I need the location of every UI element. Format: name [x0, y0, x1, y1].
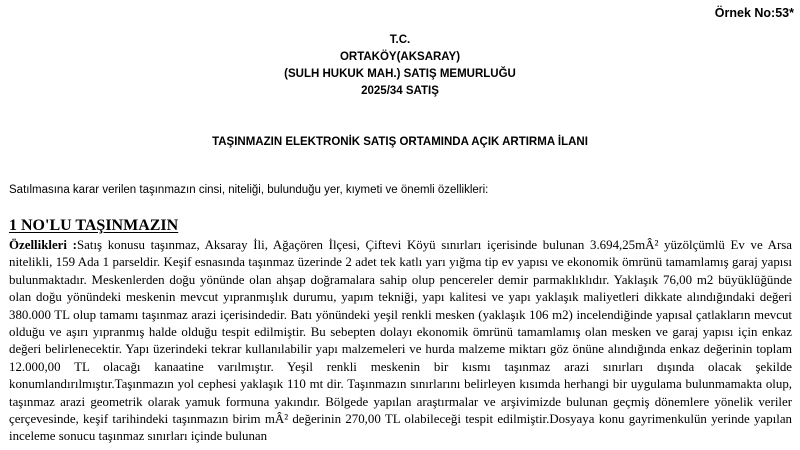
- property-heading: 1 NO'LU TAŞINMAZIN: [9, 217, 179, 234]
- header-line-tc: T.C.: [389, 34, 411, 46]
- document-header: [0, 32, 800, 100]
- header-line-file-number: 2025/34 SATIŞ: [361, 85, 439, 97]
- sample-number: Örnek No:53*: [714, 6, 794, 20]
- intro-text: Satılmasına karar verilen taşınmazın cinsi, niteliği, bulunduğu yer, kıymeti ve önemli özellikleri:: [9, 184, 489, 196]
- property-features-label: Özellikleri :: [9, 238, 77, 252]
- header-line-location: ORTAKÖY(AKSARAY): [339, 51, 461, 63]
- property-features-text: Satış konusu taşınmaz, Aksaray İli, Ağaçören İlçesi, Çiftevi Köyü sınırları içerisinde bulunan 3.694,25mÂ² yüzölçümlü Ev ve Arsa nitelikli, 159 Ada 1 parseldir. Keşif esnasında taşınmaz üzerinde 2 adet tek katlı yarı yığma tip ev yapısı ve ekonomik ömrünü tamamlamış garaj yapısı bulunmaktadır. Meskenlerden doğu yönünde olan ahşap doğramalara sahip olup pencereler demir parmaklıklıdır. Yaklaşık 76,00 m2 büyüklüğünde olan doğu yönündeki meskenin mevcut yıpranmışlık durumu, yapım tekniği, yapı kalitesi ve yapı yaklaşık maliyetleri dikkate alındığındaki değeri 380.000 TL olup tamamı taşınmaz arazi içerisindedir. Batı yönündeki yeşil renkli mesken (yaklaşık 106 m2) incelendiğinde yapısal çatlakların mevcut olduğu ve aşırı yıpranmış halde olduğu tespit edilmiştir. Bu sebepten dolayı ekonomik ömrünü tamamlamış olan mesken ve garaj yapısı için enkaz değeri belirlenecektir. Yapı üzerindeki tekrar kullanılabilir yapı malzemeleri ve hurda malzeme miktarı göz önüne alındığında enkaz değerinin toplam 12.000,00 TL olacağı kanaatine varılmıştır. Yeşil renkli meskenin bir kısmı taşınmaz arazi sınırları dışında olacak şekilde konumlandırılmıştır.Taşınmazın yol cephesi yaklaşık 110 mt dir. Taşınmazın sınırlarını belirleyen kısımda herhangi bir uygulama bulunmamakta olup, taşınmaz arazi geometrik olarak yamuk formuna yakındır. Bölgede yapılan araştırmalar ve arşivimizde bulunan geçmiş dönemlere yönelik veriler çerçevesinde, keşif tarihindeki taşınmazın birim mÂ² değerinin 270,00 TL olabileceği tespit edilmiştir.Dosyaya konu gayrimenkulün yerinde yapılan inceleme sonucu taşınmaz sınırları içinde bulunan: [9, 238, 792, 444]
- header-line-office: (SULH HUKUK MAH.) SATIŞ MEMURLUĞU: [284, 68, 516, 80]
- notice-title: TAŞINMAZIN ELEKTRONİK SATIŞ ORTAMINDA AÇIK ARTIRMA İLANI: [212, 136, 588, 148]
- property-description: [9, 237, 792, 446]
